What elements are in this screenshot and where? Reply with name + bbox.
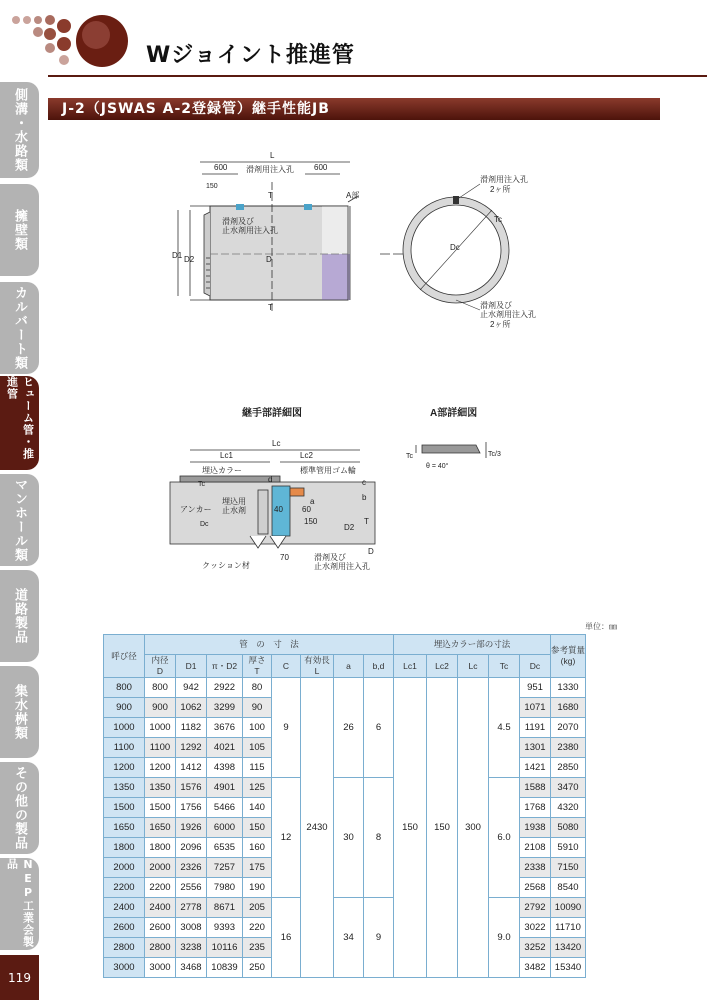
cell-inner: 1100 bbox=[145, 738, 176, 758]
table-row bbox=[104, 778, 586, 798]
cell-C: 9 bbox=[272, 678, 301, 778]
cell-thickness: 190 bbox=[243, 878, 272, 898]
cell-D1: 2778 bbox=[176, 898, 207, 918]
cell-D1: 3008 bbox=[176, 918, 207, 938]
cell-mass: 2850 bbox=[551, 758, 586, 778]
dim-40: 40 bbox=[274, 505, 283, 514]
label-bottom-1: 滑剤及び bbox=[314, 553, 346, 562]
cell-mass: 4320 bbox=[551, 798, 586, 818]
cell-nominal: 800 bbox=[104, 678, 145, 698]
dim-Lc1: Lc1 bbox=[220, 451, 233, 460]
cell-thickness: 205 bbox=[243, 898, 272, 918]
cell-a: 34 bbox=[334, 898, 364, 978]
spec-table-body bbox=[104, 678, 586, 978]
cell-Lc: 300 bbox=[458, 678, 489, 978]
dim-c: c bbox=[362, 478, 366, 487]
cell-inner: 3000 bbox=[145, 958, 176, 978]
hdr-thick: 厚さ T bbox=[243, 655, 272, 678]
dim-600-right: 600 bbox=[314, 163, 328, 172]
hdr-nominal: 呼び径 bbox=[104, 635, 145, 678]
cell-mass: 8540 bbox=[551, 878, 586, 898]
ring-tc: Tc bbox=[494, 215, 502, 224]
dim-D2-joint: D2 bbox=[344, 523, 355, 532]
cell-mass: 5910 bbox=[551, 838, 586, 858]
cell-D1: 1412 bbox=[176, 758, 207, 778]
dim-a: a bbox=[310, 497, 315, 506]
table-row bbox=[104, 678, 586, 698]
cell-nominal: 900 bbox=[104, 698, 145, 718]
label-bottom-2: 止水剤用注入孔 bbox=[314, 562, 370, 571]
joint-detail-title: 継手部詳細図 bbox=[242, 408, 302, 419]
cell-bd: 6 bbox=[364, 678, 394, 778]
cell-D1: 1062 bbox=[176, 698, 207, 718]
dim-T-bottom: T bbox=[268, 303, 273, 312]
cell-mass: 15340 bbox=[551, 958, 586, 978]
side-tab-retaining-wall[interactable]: 擁壁類 bbox=[0, 184, 39, 276]
cell-L: 2430 bbox=[301, 678, 334, 978]
cell-Lc2: 150 bbox=[427, 678, 458, 978]
cell-inner: 900 bbox=[145, 698, 176, 718]
cell-piD2: 4901 bbox=[207, 778, 243, 798]
cell-inner: 1800 bbox=[145, 838, 176, 858]
cell-a: 30 bbox=[334, 778, 364, 898]
hdr-a: a bbox=[334, 655, 364, 678]
cell-D1: 2326 bbox=[176, 858, 207, 878]
side-tab-other[interactable]: その他の製品 bbox=[0, 762, 39, 854]
dim-60: 60 bbox=[302, 505, 311, 514]
cell-nominal: 2000 bbox=[104, 858, 145, 878]
dim-Lc: Lc bbox=[272, 439, 281, 448]
cell-Dc: 1071 bbox=[520, 698, 551, 718]
cell-inner: 1000 bbox=[145, 718, 176, 738]
side-tab-catch-basin[interactable]: 集水桝類 bbox=[0, 666, 39, 758]
dim-dc-joint: Dc bbox=[200, 521, 209, 528]
cell-nominal: 1800 bbox=[104, 838, 145, 858]
dim-Lc2: Lc2 bbox=[300, 451, 313, 460]
ring-lub-label-1: 滑剤用注入孔 bbox=[480, 175, 528, 184]
cell-Tc: 4.5 bbox=[489, 678, 520, 778]
cell-piD2: 8671 bbox=[207, 898, 243, 918]
cell-piD2: 9393 bbox=[207, 918, 243, 938]
cell-nominal: 2600 bbox=[104, 918, 145, 938]
hdr-C: C bbox=[272, 655, 301, 678]
cell-inner: 1650 bbox=[145, 818, 176, 838]
page-number: 119 bbox=[0, 955, 39, 1000]
cell-mass: 1330 bbox=[551, 678, 586, 698]
cell-Dc: 2338 bbox=[520, 858, 551, 878]
cell-thickness: 175 bbox=[243, 858, 272, 878]
label-cushion: クッション材 bbox=[202, 561, 250, 570]
a-detail-title: A部詳細図 bbox=[430, 408, 478, 419]
cell-mass: 1680 bbox=[551, 698, 586, 718]
cell-mass: 2380 bbox=[551, 738, 586, 758]
cell-piD2: 6535 bbox=[207, 838, 243, 858]
label-collar: 埋込カラー bbox=[202, 466, 242, 475]
dim-D-joint: D bbox=[368, 547, 374, 556]
cell-piD2: 5466 bbox=[207, 798, 243, 818]
cell-thickness: 80 bbox=[243, 678, 272, 698]
ring-bot-3: 2ヶ所 bbox=[490, 320, 511, 329]
side-tab-culvert[interactable]: カルバート類 bbox=[0, 282, 39, 374]
technical-drawings bbox=[150, 140, 570, 580]
cell-Dc: 3482 bbox=[520, 958, 551, 978]
hdr-bd: b,d bbox=[364, 655, 394, 678]
cell-thickness: 100 bbox=[243, 718, 272, 738]
side-tab-manhole[interactable]: マンホール類 bbox=[0, 474, 39, 566]
cell-D1: 2556 bbox=[176, 878, 207, 898]
cell-Dc: 3022 bbox=[520, 918, 551, 938]
cell-nominal: 1500 bbox=[104, 798, 145, 818]
cell-inner: 800 bbox=[145, 678, 176, 698]
cell-C: 16 bbox=[272, 898, 301, 978]
cell-thickness: 140 bbox=[243, 798, 272, 818]
hdr-collar: 埋込カラー部の寸法 bbox=[394, 635, 551, 655]
label-anchor: アンカー bbox=[180, 505, 212, 514]
dim-T-top: T bbox=[268, 191, 273, 200]
cell-Dc: 1421 bbox=[520, 758, 551, 778]
cell-piD2: 6000 bbox=[207, 818, 243, 838]
side-tab-nep[interactable]: NEP工業会製品 bbox=[0, 858, 39, 950]
cell-mass: 3470 bbox=[551, 778, 586, 798]
cell-piD2: 7980 bbox=[207, 878, 243, 898]
cell-nominal: 2400 bbox=[104, 898, 145, 918]
cell-nominal: 1200 bbox=[104, 758, 145, 778]
cell-inner: 2000 bbox=[145, 858, 176, 878]
label-a-part: A部 bbox=[346, 191, 360, 200]
cell-nominal: 1650 bbox=[104, 818, 145, 838]
ring-bot-2: 止水剤用注入孔 bbox=[480, 310, 536, 319]
unit-label: 単位：㎜ bbox=[585, 622, 617, 631]
cell-D1: 3238 bbox=[176, 938, 207, 958]
cell-Dc: 2792 bbox=[520, 898, 551, 918]
ring-dc: Dc bbox=[450, 243, 460, 252]
cell-D1: 1576 bbox=[176, 778, 207, 798]
page-title: Wジョイント推進管 bbox=[146, 43, 355, 68]
cell-inner: 1200 bbox=[145, 758, 176, 778]
cell-bd: 9 bbox=[364, 898, 394, 978]
side-tab-gutter[interactable]: 側溝・水路類 bbox=[0, 82, 39, 178]
cell-mass: 10090 bbox=[551, 898, 586, 918]
cell-nominal: 3000 bbox=[104, 958, 145, 978]
cell-Dc: 1191 bbox=[520, 718, 551, 738]
hdr-Lc: Lc bbox=[458, 655, 489, 678]
dim-L: L bbox=[270, 151, 275, 160]
cell-thickness: 235 bbox=[243, 938, 272, 958]
a-detail bbox=[416, 442, 486, 458]
hdr-pipe: 管 の 寸 法 bbox=[145, 635, 394, 655]
table-row bbox=[104, 898, 586, 918]
cell-thickness: 125 bbox=[243, 778, 272, 798]
dim-150: 150 bbox=[206, 183, 218, 190]
cell-piD2: 2922 bbox=[207, 678, 243, 698]
header-logo-circles bbox=[10, 12, 128, 70]
spec-table bbox=[103, 634, 586, 978]
cell-D1: 1756 bbox=[176, 798, 207, 818]
label-lub-water-2: 止水剤用注入孔 bbox=[222, 226, 278, 235]
dim-D1: D1 bbox=[172, 251, 183, 260]
cell-mass: 2070 bbox=[551, 718, 586, 738]
dim-tc-joint: Tc bbox=[198, 481, 205, 488]
cell-Dc: 1938 bbox=[520, 818, 551, 838]
cell-inner: 1350 bbox=[145, 778, 176, 798]
cell-mass: 5080 bbox=[551, 818, 586, 838]
cell-Dc: 3252 bbox=[520, 938, 551, 958]
dim-T-joint: T bbox=[364, 517, 369, 526]
label-lubricant-hole: 滑剤用注入孔 bbox=[246, 165, 294, 174]
cell-nominal: 2800 bbox=[104, 938, 145, 958]
hdr-mass: 参考質量 (kg) bbox=[551, 635, 586, 678]
hdr-Tc: Tc bbox=[489, 655, 520, 678]
cell-Tc: 6.0 bbox=[489, 778, 520, 898]
cell-D1: 3468 bbox=[176, 958, 207, 978]
cell-nominal: 2200 bbox=[104, 878, 145, 898]
cell-piD2: 10839 bbox=[207, 958, 243, 978]
header-rule bbox=[48, 75, 707, 77]
cell-piD2: 4021 bbox=[207, 738, 243, 758]
dim-b: b bbox=[362, 493, 367, 502]
hdr-Lc2: Lc2 bbox=[427, 655, 458, 678]
cell-piD2: 3299 bbox=[207, 698, 243, 718]
label-lub-water-1: 滑剤及び bbox=[222, 217, 254, 226]
ring-lub-label-2: 2ヶ所 bbox=[490, 185, 511, 194]
cell-D1: 1292 bbox=[176, 738, 207, 758]
hdr-D1: D1 bbox=[176, 655, 207, 678]
cell-Dc: 1588 bbox=[520, 778, 551, 798]
hdr-Lc1: Lc1 bbox=[394, 655, 427, 678]
cell-a: 26 bbox=[334, 678, 364, 778]
cell-Dc: 2108 bbox=[520, 838, 551, 858]
cell-inner: 2200 bbox=[145, 878, 176, 898]
hdr-piD2: π・D2 bbox=[207, 655, 243, 678]
hdr-inner: 内径 D bbox=[145, 655, 176, 678]
cell-inner: 2400 bbox=[145, 898, 176, 918]
cell-inner: 2800 bbox=[145, 938, 176, 958]
label-embed-2: 止水剤 bbox=[222, 506, 246, 515]
cell-Lc1: 150 bbox=[394, 678, 427, 978]
cell-Dc: 951 bbox=[520, 678, 551, 698]
hdr-eff: 有効長 L bbox=[301, 655, 334, 678]
cell-mass: 13420 bbox=[551, 938, 586, 958]
cell-bd: 8 bbox=[364, 778, 394, 898]
cell-Dc: 2568 bbox=[520, 878, 551, 898]
cell-nominal: 1100 bbox=[104, 738, 145, 758]
ring-bot-1: 滑剤及び bbox=[480, 301, 512, 310]
cell-inner: 2600 bbox=[145, 918, 176, 938]
joint-detail bbox=[170, 450, 375, 548]
cell-piD2: 10116 bbox=[207, 938, 243, 958]
dim-150-joint: 150 bbox=[304, 517, 318, 526]
a-tc: Tc bbox=[406, 453, 413, 460]
dim-d: d bbox=[268, 475, 273, 484]
side-tab-road[interactable]: 道路製品 bbox=[0, 570, 39, 662]
cell-thickness: 90 bbox=[243, 698, 272, 718]
label-gasket: 標準管用ゴム輪 bbox=[300, 466, 356, 475]
dim-D2: D2 bbox=[184, 255, 195, 264]
cell-thickness: 115 bbox=[243, 758, 272, 778]
cell-mass: 7150 bbox=[551, 858, 586, 878]
label-embed-1: 埋込用 bbox=[222, 497, 246, 506]
dim-70: 70 bbox=[280, 553, 289, 562]
cell-thickness: 220 bbox=[243, 918, 272, 938]
cell-Tc: 9.0 bbox=[489, 898, 520, 978]
cell-thickness: 150 bbox=[243, 818, 272, 838]
hdr-Dc: Dc bbox=[520, 655, 551, 678]
cell-piD2: 7257 bbox=[207, 858, 243, 878]
cell-D1: 1182 bbox=[176, 718, 207, 738]
dim-D: D bbox=[266, 255, 272, 264]
cell-nominal: 1350 bbox=[104, 778, 145, 798]
cell-D1: 942 bbox=[176, 678, 207, 698]
cell-C: 12 bbox=[272, 778, 301, 898]
cell-nominal: 1000 bbox=[104, 718, 145, 738]
section-title: J-2（JSWAS A-2登録管）継手性能JB bbox=[48, 98, 660, 120]
dim-600-left: 600 bbox=[214, 163, 228, 172]
cell-piD2: 4398 bbox=[207, 758, 243, 778]
cell-thickness: 250 bbox=[243, 958, 272, 978]
cell-D1: 1926 bbox=[176, 818, 207, 838]
cell-D1: 2096 bbox=[176, 838, 207, 858]
cell-Dc: 1768 bbox=[520, 798, 551, 818]
cell-mass: 11710 bbox=[551, 918, 586, 938]
side-tab-hume-pipe[interactable]: ヒューム管・推進管 bbox=[0, 376, 39, 470]
cell-inner: 1500 bbox=[145, 798, 176, 818]
cell-piD2: 3676 bbox=[207, 718, 243, 738]
a-theta: θ = 40° bbox=[426, 463, 449, 470]
a-tc3: Tc/3 bbox=[488, 451, 501, 458]
cell-thickness: 160 bbox=[243, 838, 272, 858]
cell-thickness: 105 bbox=[243, 738, 272, 758]
cell-Dc: 1301 bbox=[520, 738, 551, 758]
